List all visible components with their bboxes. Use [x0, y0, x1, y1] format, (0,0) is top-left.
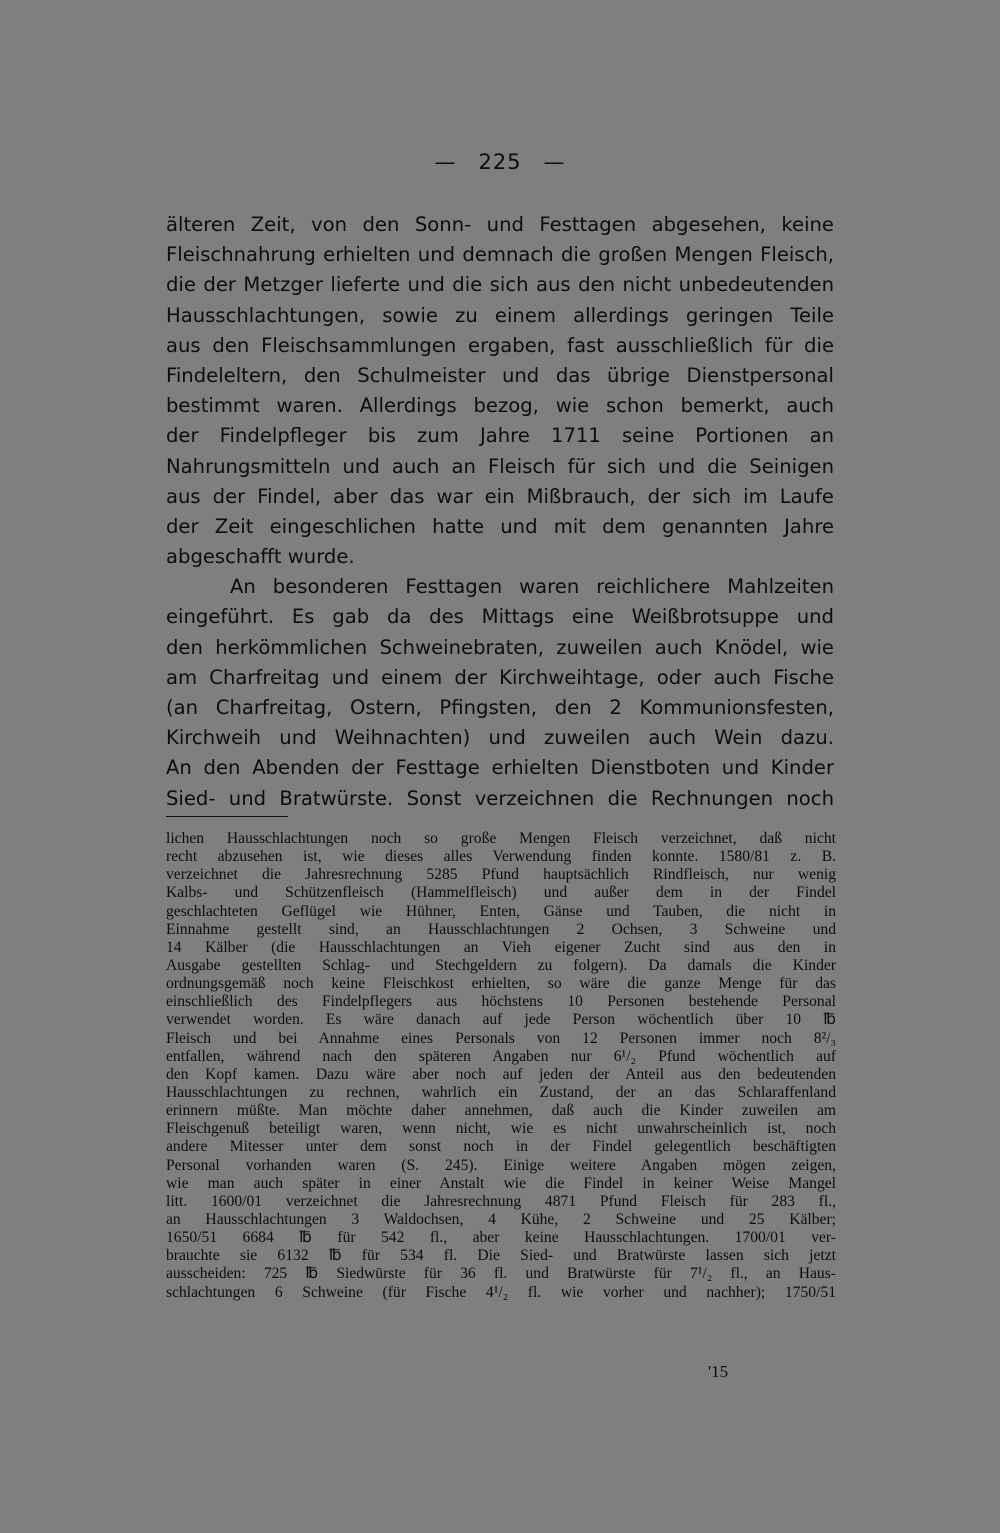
footnote-line: den Kopf kamen. Dazu wäre aber noch auf jeden der Anteil aus den bedeutenden [166, 1065, 836, 1083]
footnote-line: brauchte sie 6132 ℔ für 534 fl. Die Sied- und Bratwürste lassen sich jetzt [166, 1247, 836, 1265]
footnote-line: schlachtungen 6 Schweine (für Fische 4¹/₂ fl. wie vorher und nachher); 1750/51 [166, 1283, 836, 1301]
footnote-line: erinnern müßte. Man möchte daher annehmen, daß auch die Kinder zuweilen am [166, 1102, 836, 1120]
footnote-line: ausscheiden: 725 ℔ Siedwürste für 36 fl. und Bratwürste für 7¹/₂ fl., an Haus- [166, 1265, 836, 1283]
footnote-line: verzeichnet die Jahresrechnung 5285 Pfund hauptsächlich Rindfleisch, nur wenig [166, 866, 836, 884]
footnote-line: entfallen, während nach den späteren Angaben nur 6¹/₂ Pfund wöchentlich auf [166, 1047, 836, 1065]
page-number: 225 [478, 150, 522, 174]
printer-signature-mark: '15 [708, 1362, 729, 1381]
page-number-dash-right: — [543, 150, 566, 174]
page-number-line [0, 150, 1000, 174]
footnote-line: recht abzusehen ist, wie dieses alles Verwendung finden konnte. 1580/81 z. B. [166, 848, 836, 866]
footnote-line: Fleisch und bei Annahme eines Personals von 12 Personen immer noch 8²/₃ [166, 1029, 836, 1047]
main-text-line: am Charfreitag und einem der Kirchweihtage, oder auch Fische [166, 665, 834, 689]
footnote-line: geschlachteten Geflügel wie Hühner, Enten, Gänse und Tauben, die nicht in [166, 902, 836, 920]
main-text-line: Nahrungsmitteln und auch an Fleisch für sich und die Seinigen [166, 454, 834, 478]
footnote-line: Ausgabe gestellten Schlag- und Stechgeldern zu folgern). Da damals die Kinder [166, 956, 836, 974]
main-text-line: eingeführt. Es gab da des Mittags eine Weißbrotsuppe und [166, 605, 834, 629]
footnote-line: Personal vorhanden waren (S. 245). Einige weitere Angaben mögen zeigen, [166, 1156, 836, 1174]
main-text-line: bestimmt waren. Allerdings bezog, wie schon bemerkt, auch [166, 394, 834, 418]
footnote-line: wie man auch später in einer Anstalt wie die Findel in keiner Weise Mangel [166, 1174, 836, 1192]
main-text-line: den herkömmlichen Schweinebraten, zuweilen auch Knödel, wie [166, 635, 834, 659]
main-text-line: aus der Findel, aber das war ein Mißbrauch, der sich im Laufe [166, 484, 834, 508]
page-number-dash-left: — [434, 150, 457, 174]
main-text-line: der Zeit eingeschlichen hatte und mit dem genannten Jahre [166, 514, 834, 538]
main-text-line: Sied- und Bratwürste. Sonst verzeichnen die Rechnungen noch [166, 786, 834, 810]
main-text-line: die der Metzger lieferte und die sich aus den nicht unbedeutenden [166, 273, 834, 297]
footnote-line: an Hausschlachtungen 3 Waldochsen, 4 Kühe, 2 Schweine und 25 Kälber; [166, 1210, 836, 1228]
main-text-line: Kirchweih und Weihnachten) und zuweilen auch Wein dazu. [166, 726, 834, 750]
main-text-line: älteren Zeit, von den Sonn- und Festtagen abgesehen, keine [166, 213, 834, 236]
footnote-line: Einnahme gestellt sind, an Hausschlachtungen 2 Ochsen, 3 Schweine und [166, 920, 836, 938]
main-text-line: An den Abenden der Festtage erhielten Dienstboten und Kinder [166, 756, 834, 780]
footnote-line: ordnungsgemäß noch keine Fleischkost erhielten, so wäre die ganze Menge für das [166, 975, 836, 993]
main-text-line: aus den Fleischsammlungen ergaben, fast ausschließlich für die [166, 333, 834, 357]
footnote-line: lichen Hausschlachtungen noch so große Mengen Fleisch verzeichnet, daß nicht [166, 830, 836, 847]
footnote-block [166, 830, 836, 1302]
main-text-line: der Findelpfleger bis zum Jahre 1711 seine Portionen an [166, 424, 834, 448]
footnote-line: verwendet worden. Es wäre danach auf jede Person wöchentlich über 10 ℔ [166, 1011, 836, 1029]
footnote-line: Fleischgenuß beteiligt waren, wenn nicht, wie es nicht unwahrscheinlich ist, noch [166, 1120, 836, 1138]
main-text-line: abgeschafft wurde. [166, 545, 355, 569]
footnote-line: andere Mitesser unter dem sonst noch in der Findel gelegentlich beschäftigten [166, 1138, 836, 1156]
footnote-line: 14 Kälber (die Hausschlachtungen an Vieh eigener Zucht sind aus den in [166, 938, 836, 956]
main-text-block [166, 210, 834, 814]
main-text-line: Findeleltern, den Schulmeister und das übrige Dienstpersonal [166, 363, 834, 387]
footnote-line: Kalbs- und Schützenfleisch (Hammelfleisch) und außer dem in der Findel [166, 884, 836, 902]
footnote-line: einschließlich des Findelpflegers aus höchstens 10 Personen bestehende Personal [166, 993, 836, 1011]
footnote-line: litt. 1600/01 verzeichnet die Jahresrechnung 4871 Pfund Fleisch für 283 fl., [166, 1192, 836, 1210]
main-text-line: Hausschlachtungen, sowie zu einem allerdings geringen Teile [166, 303, 834, 327]
main-text-line: (an Charfreitag, Ostern, Pfingsten, den 2 Kommunionsfesten, [166, 696, 834, 719]
footnote-rule [166, 816, 288, 817]
main-text-line: An besonderen Festtagen waren reichlichere Mahlzeiten [230, 575, 834, 599]
footnote-line: Hausschlachtungen zu rechnen, wahrlich ein Zustand, der an das Schlaraffenland [166, 1083, 836, 1101]
main-text-line: Fleischnahrung erhielten und demnach die großen Mengen Fleisch, [166, 243, 834, 267]
footnote-line: 1650/51 6684 ℔ für 542 fl., aber keine Hausschlachtungen. 1700/01 ver- [166, 1229, 836, 1247]
